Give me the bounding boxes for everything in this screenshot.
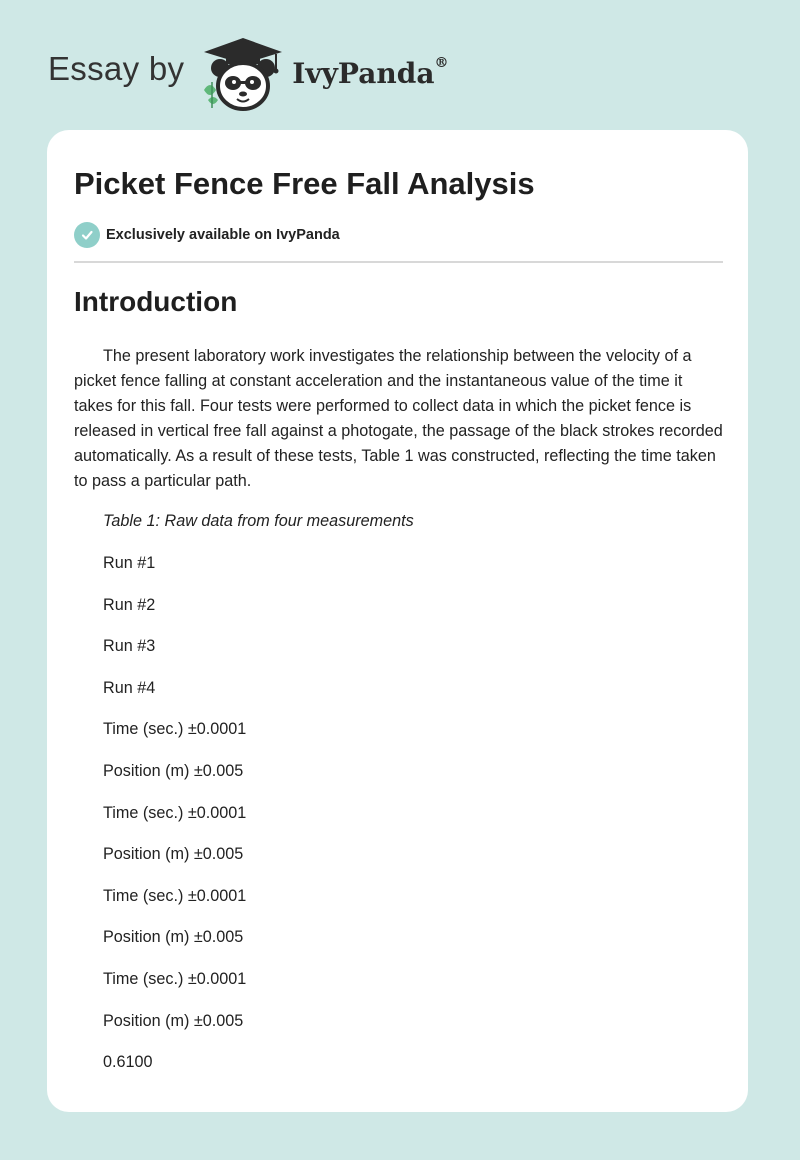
table-row: 0.6100	[103, 1053, 153, 1072]
panda-graduate-icon[interactable]	[198, 34, 288, 114]
table-row: Run #2	[103, 595, 156, 614]
table-row: Position (m) ±0.005	[103, 761, 244, 780]
table-row: Time (sec.) ±0.0001	[103, 969, 247, 988]
table-row: Run #3	[103, 637, 156, 656]
intro-paragraph: The present laboratory work investigates the relationship between the velocity of a picket fence falling at constant acceleration and the instantaneous value of the time it takes for this fall. Four tests were performed to collect data in which the picket fence is released in vertical free fall against a photogate, the passage of the black strokes recorded automatically. As a result of these tests, Table 1 was constructed, reflecting the time taken to pass a particular path.	[74, 347, 723, 490]
table-caption: Table 1: Raw data from four measurements	[103, 512, 414, 530]
essay-by-label: Essay by	[48, 50, 185, 87]
exclusive-label: Exclusively available on IvyPanda	[106, 227, 340, 243]
table-row: Position (m) ±0.005	[103, 928, 244, 947]
section-heading: Introduction	[74, 286, 238, 317]
table-row: Position (m) ±0.005	[103, 845, 244, 864]
divider	[74, 261, 723, 263]
table-row: Time (sec.) ±0.0001	[103, 886, 247, 905]
essay-card	[47, 130, 748, 1112]
table-row: Time (sec.) ±0.0001	[103, 720, 247, 739]
check-icon	[74, 222, 100, 248]
table-row: Run #1	[103, 554, 156, 572]
table-rows	[103, 544, 246, 1085]
brand-text: IvyPanda	[292, 56, 435, 90]
table-row: Time (sec.) ±0.0001	[103, 803, 247, 822]
registered-mark: ®	[434, 54, 449, 71]
page-title: Picket Fence Free Fall Analysis	[74, 166, 535, 201]
table-row: Position (m) ±0.005	[103, 1011, 244, 1030]
brand-name[interactable]	[292, 54, 449, 90]
exclusive-badge	[74, 222, 340, 248]
site-header	[48, 34, 448, 114]
table-row: Run #4	[103, 678, 156, 697]
